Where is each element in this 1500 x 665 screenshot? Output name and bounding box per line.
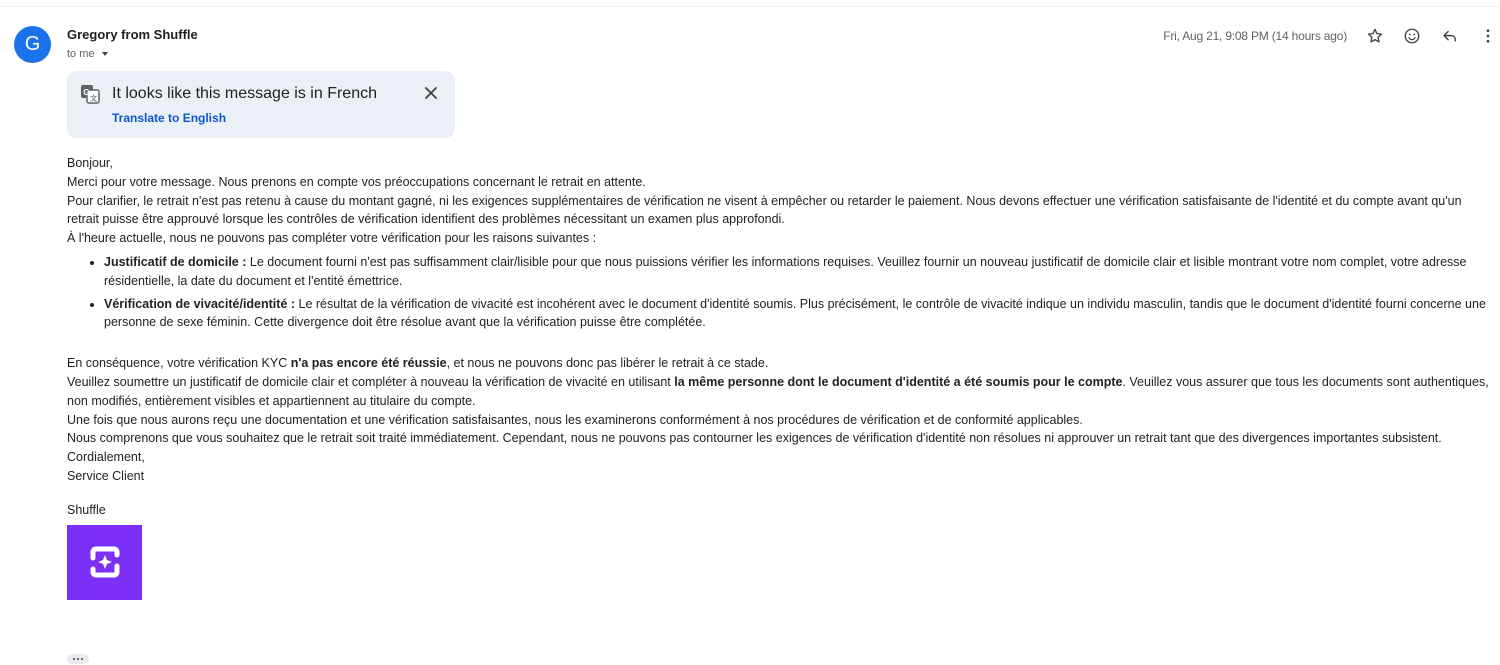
recipient-details[interactable] xyxy=(67,48,108,60)
paragraph: Une fois que nous aurons reçu une documentation et une vérification satisfaisantes, nous les examinerons conformément à nos procédures de vérification et de conformité applicables. xyxy=(67,412,1083,427)
paragraph xyxy=(67,354,1495,373)
avatar-letter: G xyxy=(24,33,41,55)
list-item-text: Le document fourni n'est pas suffisamment clair/lisible pour que nous puissions vérifier les informations requises. Veuillez fournir un nouveau justificatif de domicile clair et lisible montrant votre nom complet, votre adresse résidentielle, la date du document et l'entité émettrice. xyxy=(104,254,1467,288)
text-span: . Veuillez vous assurer que tous les documents sont authentiques, non modifiés, entièrement visibles et appartiennent au titulaire du compte. xyxy=(67,374,1489,408)
list-item-title: Vérification de vivacité/identité : xyxy=(104,296,296,311)
more-vert-icon[interactable] xyxy=(1476,24,1500,48)
close-icon[interactable] xyxy=(421,83,441,103)
shuffle-logo xyxy=(67,525,142,600)
paragraph: Merci pour votre message. Nous prenons en compte vos préoccupations concernant le retrait en attente. xyxy=(67,174,646,189)
list-item-title: Justificatif de domicile : xyxy=(104,254,247,269)
paragraph: Pour clarifier, le retrait n'est pas retenu à cause du montant gagné, ni les exigences supplémentaires de vérification ne visent à empêcher ou retarder le paiement. Nous devons effectuer une vérification satisfaisante de l'identité et du compte avant qu'un retrait puisse être approuvé lorsque les contrôles de vérification identifient des problèmes nécessitant un examen plus approfondi. xyxy=(67,193,1462,227)
paragraph: À l'heure actuelle, nous ne pouvons pas compléter votre vérification pour les raisons suivantes : xyxy=(67,231,597,246)
company-name: Shuffle xyxy=(67,502,106,517)
email-date: Fri, Aug 21, 9:08 PM (14 hours ago) xyxy=(1163,29,1347,43)
translate-banner xyxy=(67,71,455,138)
list-item xyxy=(104,295,1495,333)
list-item-text: Le résultat de la vérification de vivacité est incohérent avec le document d'identité soumis. Plus précisément, le contrôle de vivacité indique un individu masculin, tandis que le document d'identité fourni concerne une personne de sexe féminin. Cette divergence doit être résolue avant que la vérification puisse être complétée. xyxy=(104,296,1486,330)
list-item xyxy=(104,253,1495,291)
star-icon[interactable] xyxy=(1363,24,1387,48)
text-span: , et nous ne pouvons donc pas libérer le retrait à ce stade. xyxy=(446,356,769,371)
paragraph xyxy=(67,373,1495,411)
reply-icon[interactable] xyxy=(1438,24,1462,48)
recipient-label: to me xyxy=(67,48,95,60)
greeting: Bonjour, xyxy=(67,156,113,170)
emoji-icon[interactable] xyxy=(1400,24,1424,48)
translate-icon xyxy=(80,84,100,109)
top-divider xyxy=(0,6,1500,7)
text-span: En conséquence, votre vérification KYC xyxy=(67,356,291,371)
caret-down-icon[interactable] xyxy=(102,52,108,56)
reasons-list xyxy=(67,253,1495,332)
translate-to-english-link[interactable]: Translate to English xyxy=(112,111,227,125)
avatar[interactable] xyxy=(14,26,51,63)
emphasis-text: n'a pas encore été réussie xyxy=(290,356,447,371)
svg-text:G: G xyxy=(83,88,90,97)
text-span: Veuillez soumettre un justificatif de domicile clair et compléter à nouveau la vérification de vivacité en utilisant xyxy=(67,374,675,389)
signature: Service Client xyxy=(67,468,145,483)
sender-name[interactable]: Gregory from Shuffle xyxy=(67,27,198,42)
closing: Cordialement, xyxy=(67,450,145,465)
svg-text:文: 文 xyxy=(90,95,97,103)
emphasis-text: la même personne dont le document d'identité a été soumis pour le compte xyxy=(674,374,1123,389)
show-trimmed-content-button[interactable] xyxy=(67,654,89,664)
paragraph: Nous comprenons que vous souhaitez que le retrait soit traité immédiatement. Cependant, nous ne pouvons pas contourner les exigences de vérification d'identité non résolues ni approuver un retrait tant que des divergences importantes subsistent. xyxy=(67,431,1442,446)
translate-message: It looks like this message is in French xyxy=(112,85,377,102)
email-body xyxy=(67,154,1495,600)
